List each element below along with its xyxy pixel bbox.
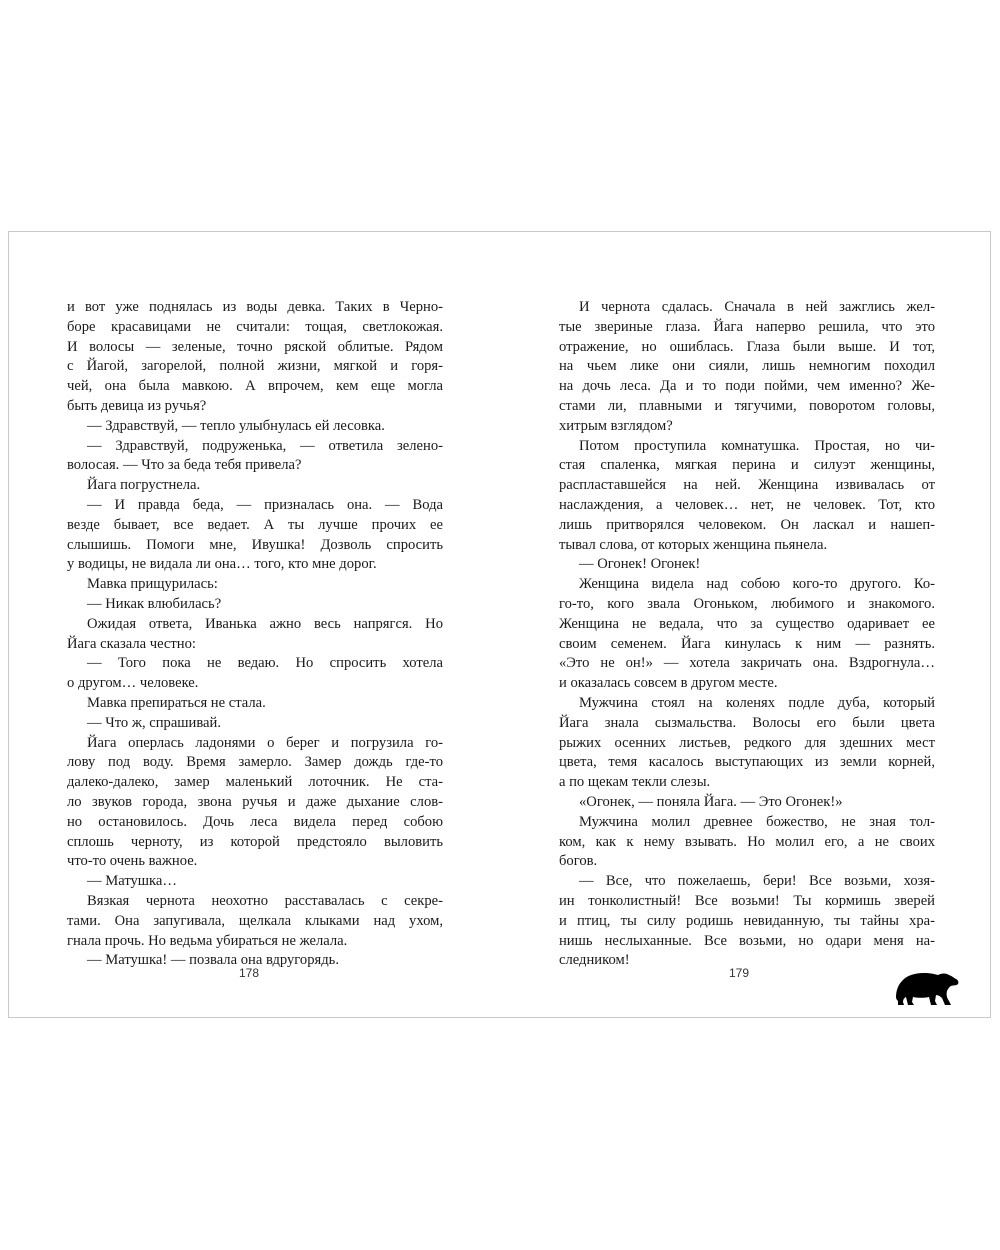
text-line: распластавшейся на ней. Женщина извивалась от [559,477,935,494]
text-line: у водицы, не видала ли она… того, кто мне дорог. [67,556,377,573]
text-line: сплошь черноту, из которой предстояло выловить [67,833,443,850]
text-line: Йага оперлась ладонями о берег и погрузила го- [87,734,443,751]
text-line: тые звериные глаза. Йага наперво решила, что это [559,318,935,335]
text-line: богов. [559,853,598,870]
text-line: стая спаленка, мягкая перина и силуэт женщины, [559,457,935,474]
text-line: слышишь. Помоги мне, Ивушка! Дозволь спросить [67,536,443,553]
text-line: — Матушка… [87,873,177,890]
text-line: чей, она была мавкою. А впрочем, кем еще могла [67,378,443,395]
text-line: — Все, что пожелаешь, бери! Все возьми, хозя- [579,873,935,890]
text-line: и птиц, ты силу родишь невиданную, ты тайны хра- [559,912,935,929]
text-line: — Здравствуй, — тепло улыбнулась ей лесовка. [87,417,385,434]
text-line: тами. Она запугивала, щелкала клыками над ухом, [67,912,443,929]
text-line: Йага знала сызмальства. Волосы его были цвета [559,714,935,731]
text-line: ин тонколистный! Все возьми! Ты кормишь зверей [559,892,935,909]
text-line: Мавка прищурилась: [87,576,218,593]
text-line: Ожидая ответа, Иванька ажно весь напрягся. Но [87,615,443,632]
text-line: Йага сказала честно: [67,635,196,652]
text-line: следником! [559,952,630,969]
text-line: нишь неслыханные. Все возьми, но одари меня на- [559,932,935,949]
right-page-text [559,298,935,971]
text-line: лишь притворялся человеком. Он ласкал и нашеп- [559,516,935,533]
text-line: наслаждения, а человек… нет, не человек. Тот, кто [559,496,935,513]
text-line: что-то очень важное. [67,853,198,870]
text-line: с Йагой, загорелой, полной жизни, мягкой и горя- [67,358,443,375]
text-line: но остановилось. Дочь леса видела перед собою [67,813,443,830]
right-page-number: 179 [729,966,750,980]
text-line: гнала прочь. Но ведьма убираться не желала. [67,932,348,949]
text-line: Потом проступила комнатушка. Простая, но чи- [579,437,935,454]
text-line: далеко-далеко, замер маленький лоточник. Не ста- [67,774,443,791]
text-line: боре красавицами не считали: тощая, светлокожая. [67,318,443,335]
text-line: на дочь леса. Да и то поди пойми, чем именно? Же- [559,378,935,395]
book-spread [8,231,991,1018]
bear-silhouette-icon [894,967,960,1007]
text-line: тывал слова, от которых женщина пьянела. [559,536,828,553]
bear-shape [896,973,958,1005]
text-line: — Огонек! Огонек! [579,556,701,573]
text-line: отражение, но ошиблась. Глаза были выше. И тот, [559,338,935,355]
text-line: — Что ж, спрашивай. [87,714,221,731]
text-line: — Матушка! — позвала она вдругорядь. [87,952,339,969]
text-line: И волосы — зеленые, точно ряской облитые. Рядом [67,338,443,355]
text-line: везде бывает, все ведает. А ты лучше прочих ее [67,516,443,533]
text-line: Женщина видела над собою кого-то другого. Ко- [579,576,935,593]
text-line: быть девица из ручья? [67,397,207,414]
text-line: ло звуков города, звона ручья и даже дыхание слов- [67,793,443,810]
text-line: Вязкая чернота неохотно расставалась с секре- [87,892,443,909]
text-line: «Это не он!» — хотела закричать она. Вздрогнула… [559,655,935,672]
text-line: волосая. — Что за беда тебя привела? [67,457,302,474]
text-line: «Огонек, — поняла Йага. — Это Огонек!» [579,793,843,810]
text-line: — Здравствуй, подруженька, — ответила зелено- [87,437,443,454]
text-line: хитрым взглядом? [559,417,673,434]
left-page-text [67,298,443,971]
text-line: И чернота сдалась. Сначала в ней зажглись жел- [579,299,935,315]
text-line: своим семенем. Йага кинулась к ним — разнять. [559,635,935,652]
text-line: ком, как к нему взывать. Но молил его, а не своих [559,833,935,850]
text-line: рыжих осенних листьев, редкого для здешних мест [559,734,935,751]
text-line: Йага погрустнела. [87,477,201,494]
text-line: а по щекам текли слезы. [559,774,711,791]
text-line: — И правда беда, — призналась она. — Вода [87,496,443,513]
text-line: цвета, темя касалось выступающих из земли корней, [559,754,935,771]
text-line: Мужчина стоял на коленях подле дуба, который [579,694,935,711]
text-line: и вот уже поднялась из воды девка. Таких в Черно- [67,299,443,315]
text-line: Женщина не ведала, что за существо одаривает ее [559,615,935,632]
text-line: и оказалась совсем в другом месте. [559,675,778,692]
text-line: Мавка препираться не стала. [87,694,266,711]
text-line: на чьем лике они сияли, лишь немногим походил [559,358,935,375]
left-page-number: 178 [239,966,260,980]
text-line: Мужчина молил древнее божество, не зная тол- [579,813,935,830]
text-line: стами ли, плавными и тягучими, поворотом головы, [559,397,935,414]
text-line: лову под воду. Время замерло. Замер дождь где-то [67,754,443,771]
text-line: — Никак влюбилась? [87,595,222,612]
text-line: о другом… человеке. [67,675,199,692]
text-line: — Того пока не ведаю. Но спросить хотела [87,655,443,672]
text-line: го-то, кого звала Огоньком, любимого и знакомого. [559,595,935,612]
